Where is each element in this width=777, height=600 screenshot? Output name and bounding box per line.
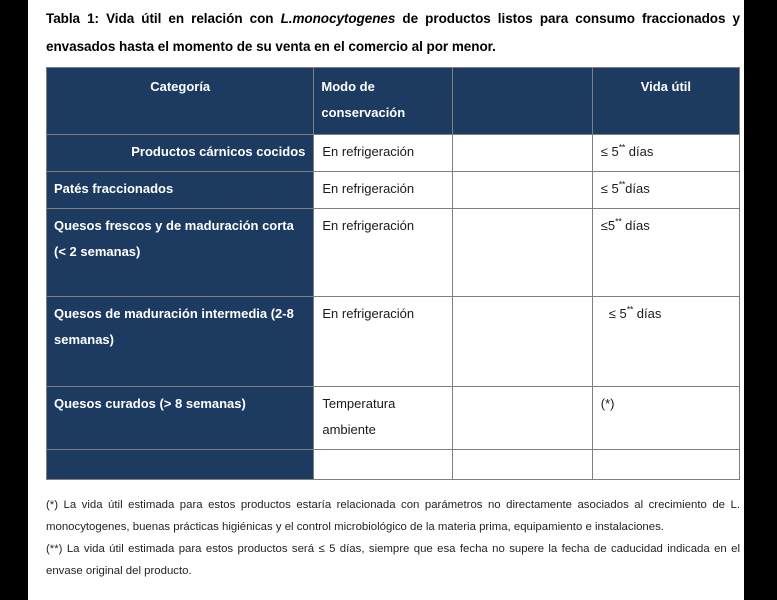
column-header-categoria: Categoría xyxy=(47,68,314,135)
cell-blank xyxy=(452,297,592,387)
column-header-blank xyxy=(452,68,592,135)
cell-modo-conservacion xyxy=(314,450,452,480)
cell-vida-util xyxy=(592,172,739,209)
vida-util-unit: días xyxy=(625,144,654,159)
cell-modo-conservacion: En refrigeración xyxy=(314,135,452,172)
cell-categoria: Patés fraccionados xyxy=(47,172,314,209)
vida-util-value: ≤ 5 xyxy=(600,144,619,159)
document-page xyxy=(28,0,744,600)
table-row xyxy=(47,387,740,450)
cell-modo-conservacion: En refrigeración xyxy=(314,172,452,209)
cell-vida-util xyxy=(592,209,739,297)
vida-util-footnote-mark: ** xyxy=(615,216,622,227)
vida-util-footnote-mark: ** xyxy=(618,179,626,190)
table-row xyxy=(47,209,740,297)
vida-util-value: ≤ 5 xyxy=(600,181,619,196)
vida-util-unit: días xyxy=(625,181,650,196)
cell-blank xyxy=(452,172,592,209)
cell-categoria: Quesos curados (> 8 semanas) xyxy=(47,387,314,450)
cell-vida-util xyxy=(592,297,739,387)
cell-vida-util xyxy=(592,387,739,450)
cell-blank xyxy=(452,387,592,450)
caption-prefix: Tabla 1: Vida útil en relación con xyxy=(46,11,281,26)
table-row xyxy=(47,297,740,387)
vida-util-unit: días xyxy=(621,218,650,233)
vida-util-unit: días xyxy=(633,306,662,321)
cell-blank xyxy=(452,450,592,480)
column-header-modo-conservacion: Modo de conservación xyxy=(314,68,452,135)
table-row xyxy=(47,135,740,172)
table-row xyxy=(47,450,740,480)
vida-util-footnote-mark: ** xyxy=(626,304,634,315)
table-body xyxy=(47,135,740,480)
cell-categoria: Quesos de maduración intermedia (2-8 semanas) xyxy=(47,297,314,387)
table-caption xyxy=(46,0,740,61)
cell-categoria: Quesos frescos y de maduración corta (< 2 semanas) xyxy=(47,209,314,297)
cell-categoria xyxy=(47,450,314,480)
vida-util-value: (*) xyxy=(600,396,615,411)
vida-util-table xyxy=(46,67,740,480)
cell-modo-conservacion: En refrigeración xyxy=(314,297,452,387)
cell-blank xyxy=(452,135,592,172)
cell-modo-conservacion: Temperatura ambiente xyxy=(314,387,452,450)
table-row xyxy=(47,172,740,209)
cell-vida-util xyxy=(592,135,739,172)
column-header-vida-util: Vida útil xyxy=(592,68,739,135)
document-body xyxy=(46,0,740,582)
table-header-row xyxy=(47,68,740,135)
footnotes-block xyxy=(46,494,740,582)
cell-categoria: Productos cárnicos cocidos xyxy=(47,135,314,172)
vida-util-footnote-mark: ** xyxy=(618,142,626,153)
footnote-asterisk: (*) La vida útil estimada para estos productos estaría relacionada con parámetros no directamente asociados al crecimiento de L. monocytogenes, buenas prácticas higiénicas y el control microbiológico de la materia prima, equipamiento e instalaciones. xyxy=(46,499,740,533)
vida-util-value: ≤ 5 xyxy=(608,306,627,321)
cell-blank xyxy=(452,209,592,297)
caption-suffix: de productos listos para consumo fraccionados y envasados hasta el momento de su venta en el comercio al por menor. xyxy=(46,11,740,54)
cell-vida-util xyxy=(592,450,739,480)
caption-species-italic: L.monocytogenes xyxy=(280,11,396,26)
footnote-double-asterisk: (**) La vida útil estimada para estos productos será ≤ 5 días, siempre que esa fecha no supere la fecha de caducidad indicada en el envase original del producto. xyxy=(46,543,740,577)
cell-modo-conservacion: En refrigeración xyxy=(314,209,452,297)
vida-util-value: ≤5 xyxy=(600,218,616,233)
